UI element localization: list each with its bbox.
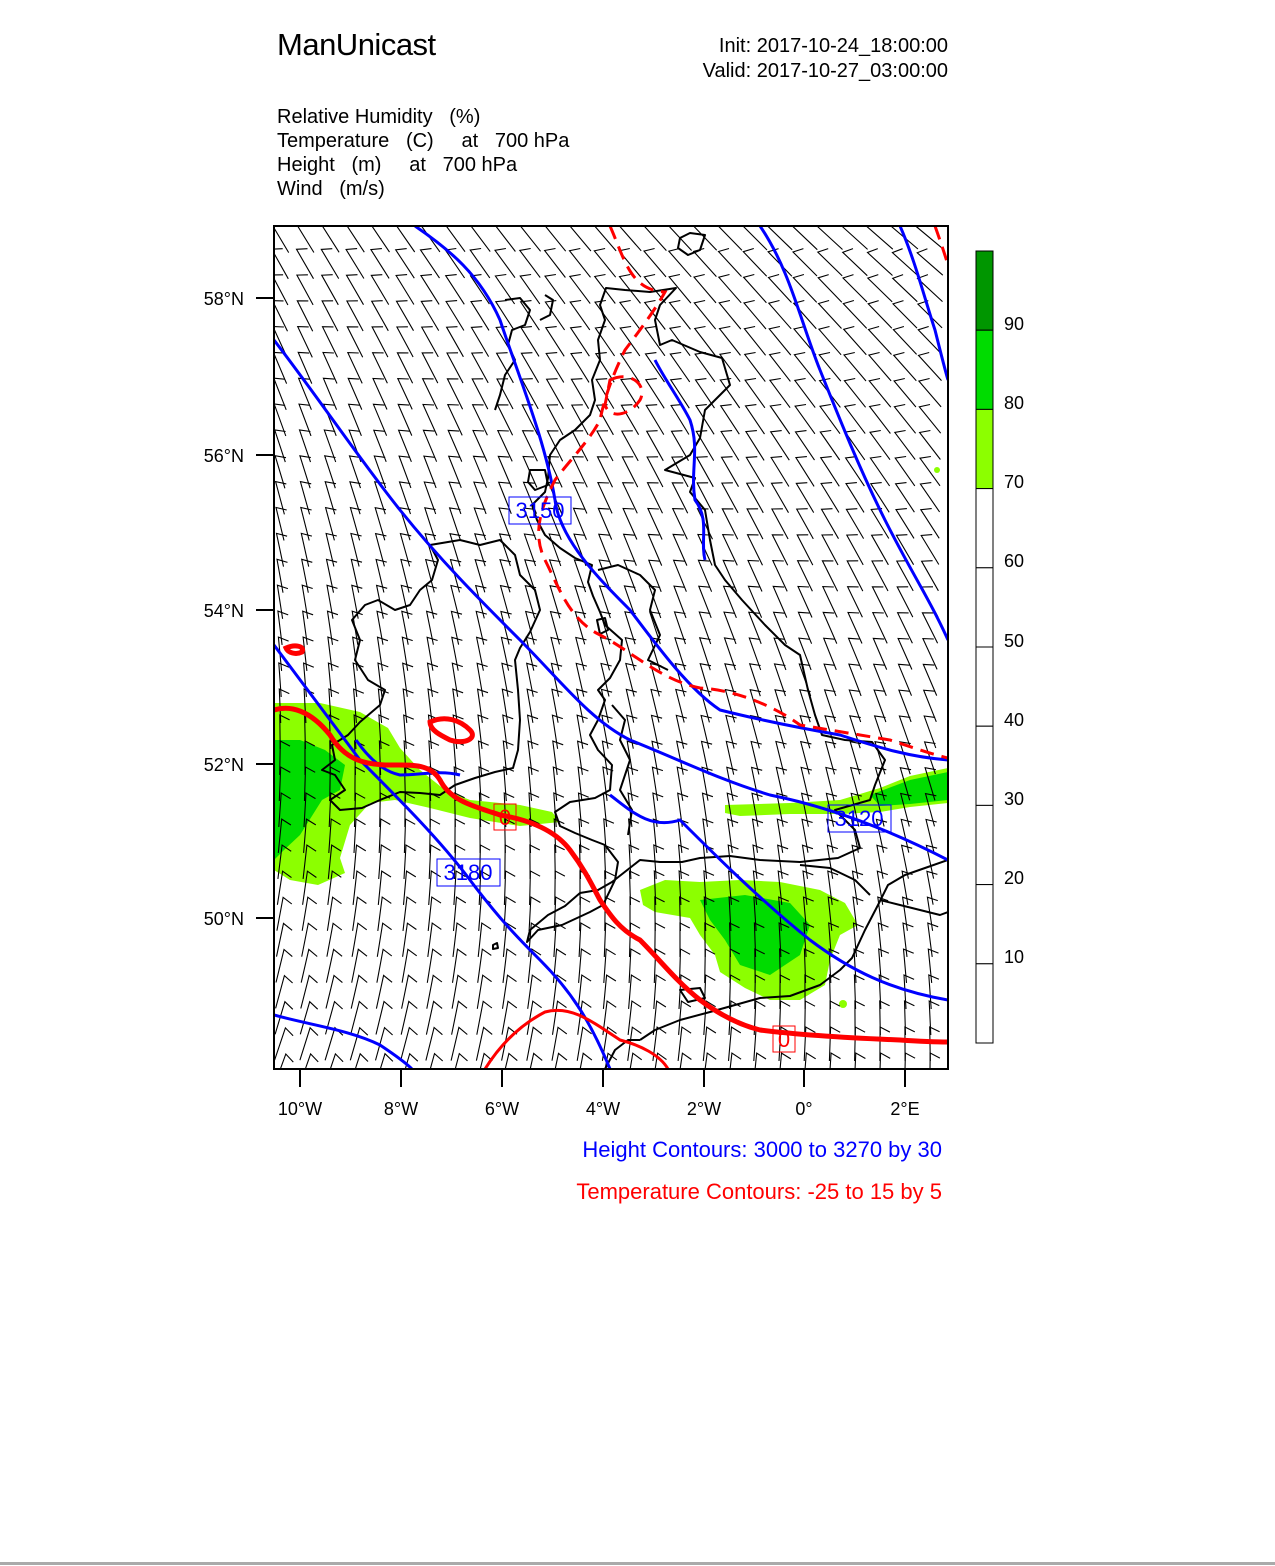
rh-spot (934, 467, 940, 473)
wind-barb (921, 535, 939, 565)
wind-barb (896, 483, 915, 513)
wind-barb (646, 405, 664, 435)
wind-barb (843, 275, 867, 302)
longitude-labels (278, 1099, 920, 1119)
wind-barb (421, 301, 438, 331)
wind-barb (547, 379, 564, 409)
wind-barb (843, 301, 866, 329)
wind-barb (671, 405, 689, 435)
colorbar-label: 50 (1004, 631, 1025, 651)
wind-barb (453, 949, 467, 983)
wind-barb (279, 663, 289, 697)
wind-barb (646, 353, 665, 383)
wind-barb (904, 949, 914, 983)
colorbar-box (976, 647, 993, 726)
wind-barb (377, 923, 391, 957)
wind-barb (302, 923, 317, 956)
colorbar-box (976, 964, 993, 1043)
wind-barb (744, 327, 765, 356)
wind-barb (669, 249, 691, 277)
wind-barb (820, 431, 839, 461)
field-relative-humidity: Relative Humidity (%) (277, 106, 481, 128)
wind-barb (744, 301, 766, 330)
field-temperature: Temperature (C) at 700 hPa (277, 130, 570, 152)
wind-barb (746, 431, 764, 461)
wind-barb (894, 353, 917, 381)
wind-barb (694, 249, 717, 277)
wind-barb (552, 1027, 567, 1060)
wind-barb (594, 249, 615, 278)
wind-barb (893, 275, 918, 302)
wind-barb (843, 249, 868, 276)
wind-barb (327, 923, 342, 956)
wind-barb (545, 275, 565, 304)
wind-barb (719, 301, 741, 330)
colorbar-box (976, 409, 993, 488)
wind-barb (571, 327, 590, 357)
wind-barb (928, 949, 938, 983)
wind-barb (770, 405, 789, 435)
wind-barb (603, 975, 616, 1009)
colorbar-label: 30 (1004, 789, 1025, 809)
wind-barb (604, 819, 614, 853)
wind-barb (396, 249, 415, 279)
colorbar-box (976, 885, 993, 964)
wind-barb (694, 275, 716, 303)
wind-barb (769, 301, 791, 329)
wind-barb (503, 949, 516, 983)
wind-barb (846, 483, 864, 513)
colorbar-label: 90 (1004, 314, 1025, 334)
wind-barb (793, 275, 816, 303)
wind-barb (553, 1001, 567, 1035)
lon-label: 8°W (383, 1099, 419, 1119)
wind-barb (321, 223, 339, 253)
wind-barb (796, 457, 814, 487)
height-contour-info: Height Contours: 3000 to 3270 by 30 (582, 1137, 942, 1162)
wind-barb (570, 249, 591, 278)
wind-barb (446, 301, 464, 331)
lon-label: 10°W (277, 1099, 323, 1119)
colorbar-box (976, 489, 993, 568)
wind-barb (744, 275, 767, 303)
lon-label: 0° (795, 1099, 813, 1119)
wind-barb (502, 1001, 517, 1034)
wind-barb (396, 275, 414, 305)
wind-barb (595, 301, 615, 330)
temperature-contour-0-blob1 (430, 719, 472, 742)
wind-barb (819, 301, 842, 329)
wind-barb (745, 353, 766, 382)
wind-barb (476, 1027, 492, 1060)
valid-time: Valid: 2017-10-27_03:00:00 (702, 60, 948, 82)
wind-barb (447, 327, 464, 357)
rh-spot (839, 1000, 847, 1008)
wind-barb (845, 405, 865, 434)
wind-barb (869, 379, 891, 408)
colorbar-label: 20 (1004, 868, 1025, 888)
wind-barb (429, 871, 441, 905)
wind-barb (729, 1027, 741, 1061)
wind-barb (346, 249, 364, 279)
wind-barb (277, 897, 292, 930)
wind-barb (454, 741, 464, 775)
colorbar-label: 40 (1004, 710, 1025, 730)
wind-barb (719, 249, 742, 277)
wind-barb (527, 1027, 542, 1060)
wind-barb (296, 223, 314, 253)
wind-barb (402, 949, 417, 982)
wind-barb (479, 741, 489, 775)
wind-barb (822, 509, 839, 539)
colorbar (976, 251, 1024, 1043)
wind-barb (454, 897, 466, 931)
wind-barb (795, 379, 815, 408)
wind-barb (427, 949, 441, 983)
wind-barb (300, 1002, 317, 1035)
wind-barb (743, 249, 766, 277)
wind-barb (644, 249, 666, 277)
wind-barb (868, 301, 892, 329)
init-time: Init: 2017-10-24_18:00:00 (718, 35, 948, 57)
wind-barb (894, 379, 916, 408)
colorbar-box (976, 330, 993, 409)
height-label-3180 (437, 859, 500, 886)
colorbar-label: 10 (1004, 947, 1025, 967)
wind-barb (629, 975, 641, 1009)
wind-barb (720, 327, 741, 356)
lon-label: 6°W (484, 1099, 520, 1119)
coastline-scilly (493, 943, 498, 949)
wind-barb (869, 353, 891, 381)
wind-barb (325, 1028, 343, 1061)
wind-barb (645, 327, 665, 356)
colorbar-box (976, 726, 993, 805)
lat-label: 56°N (203, 446, 244, 466)
wind-barb (326, 949, 342, 982)
wind-barb (479, 767, 489, 801)
wind-barb (895, 431, 915, 460)
wind-barb (922, 561, 939, 591)
wind-barb (821, 483, 839, 513)
wind-barb (378, 871, 391, 905)
temperature-label-text: 0 (777, 1027, 791, 1052)
colorbar-box (976, 568, 993, 647)
lon-label: 4°W (585, 1099, 621, 1119)
wind-barb (471, 327, 488, 357)
height-contour-3060-east (900, 226, 948, 380)
wind-barb (546, 327, 564, 357)
wind-barb (520, 249, 540, 278)
wind-barb (353, 897, 367, 931)
wind-barb (579, 793, 589, 827)
wind-barb (328, 663, 338, 697)
field-wind: Wind (m/s) (277, 178, 385, 200)
colorbar-box (976, 805, 993, 884)
wind-barb (404, 715, 414, 749)
wind-barb (896, 509, 914, 539)
wind-barb (570, 275, 590, 304)
field-height: Height (m) at 700 hPa (277, 154, 518, 176)
wind-barb (821, 457, 840, 487)
wind-barb (376, 975, 392, 1008)
wind-barb (920, 483, 939, 512)
wind-barb (521, 327, 539, 357)
wind-barb (796, 431, 815, 461)
wind-barb (870, 405, 891, 434)
wind-barb (371, 275, 388, 305)
wind-barb (346, 223, 365, 253)
lat-label: 54°N (203, 601, 244, 621)
wind-barb (846, 509, 863, 539)
wind-barb (604, 949, 616, 983)
wind-barb (818, 275, 842, 303)
wind-barb (275, 1028, 294, 1060)
wind-barb (570, 301, 590, 330)
wind-barb (703, 1027, 716, 1061)
wind-barb (371, 249, 389, 279)
wind-barb (868, 249, 893, 276)
wind-barb (844, 379, 865, 408)
wind-barb (903, 923, 913, 957)
wind-barb (818, 249, 842, 276)
wind-barb (647, 431, 664, 461)
wind-barb (870, 431, 890, 460)
page-bottom-border (0, 1562, 1275, 1565)
wind-barb (746, 405, 765, 435)
wind-barb (793, 249, 817, 276)
lon-label: 2°E (890, 1099, 920, 1119)
wind-barb (302, 897, 317, 931)
wind-barb (645, 301, 666, 330)
wind-barb (477, 1001, 492, 1034)
wind-barb (746, 457, 763, 487)
colorbar-label: 60 (1004, 551, 1025, 571)
wind-barb (453, 923, 466, 957)
wind-barb (621, 405, 638, 435)
wind-barb (452, 1001, 467, 1034)
wind-barb (471, 301, 489, 331)
wind-barb (554, 923, 566, 957)
wind-barb (426, 1001, 442, 1034)
wind-barb (796, 483, 813, 513)
latitude-labels (204, 289, 244, 929)
wind-barb (402, 975, 417, 1008)
wind-barb (878, 923, 888, 957)
wind-barb (495, 249, 515, 278)
wind-barbs (271, 223, 943, 1088)
lat-label: 58°N (203, 289, 244, 309)
wind-barb (452, 975, 467, 1008)
height-label-3150 (509, 497, 571, 524)
wind-barb (772, 483, 789, 513)
wind-barb (403, 923, 417, 957)
wind-barb (868, 275, 892, 302)
wind-barb (770, 379, 790, 408)
wind-barb (521, 353, 538, 383)
wind-barb (553, 767, 563, 801)
wind-barb (478, 949, 492, 983)
wind-barb (919, 405, 940, 434)
wind-barb (771, 457, 789, 487)
wind-barb (520, 275, 540, 304)
wind-barb (528, 975, 542, 1009)
wind-barb (353, 663, 363, 697)
wind-barb (421, 275, 439, 305)
wind-barb (670, 353, 689, 382)
wind-barb (646, 379, 664, 409)
wind-barb (870, 457, 889, 487)
wind-barb (794, 353, 815, 382)
wind-barb (894, 405, 915, 434)
colorbar-label: 70 (1004, 472, 1025, 492)
temperature-contour-0-blob2 (286, 646, 303, 653)
wind-barb (628, 1001, 641, 1035)
wind-barb (403, 689, 413, 723)
lon-label: 2°W (686, 1099, 722, 1119)
wind-barb (503, 975, 517, 1009)
wind-barb (379, 845, 391, 879)
wind-barb (745, 379, 765, 408)
wind-barb (578, 975, 591, 1009)
wind-barb (477, 975, 491, 1009)
coastline-hebrides-2 (540, 295, 553, 320)
colorbar-box (976, 251, 993, 330)
wind-barb (895, 457, 915, 486)
wind-barb (795, 405, 815, 434)
wind-barb (427, 975, 442, 1008)
wind-barb (929, 975, 939, 1009)
wind-barb (277, 923, 293, 956)
model-title: ManUnicast (277, 27, 436, 62)
wind-barb (403, 897, 416, 931)
wind-barb (571, 379, 588, 409)
temperature-label-text: 0 (498, 805, 512, 830)
wind-barb (354, 845, 366, 879)
wind-barb (844, 327, 867, 355)
temperature-contour-minus5-east (935, 226, 948, 265)
wind-barb (378, 897, 392, 931)
wind-barb (504, 767, 514, 801)
wind-barb (721, 431, 739, 461)
wind-barb (353, 871, 366, 905)
height-label-text: 3150 (515, 498, 565, 523)
wind-barb (694, 301, 715, 330)
wind-barb (771, 431, 790, 461)
latitude-axis (256, 298, 274, 918)
wind-barb (695, 353, 715, 382)
lat-label: 52°N (203, 755, 244, 775)
wind-barb (404, 871, 416, 905)
wind-barb (446, 275, 465, 305)
wind-barb (879, 949, 889, 983)
wind-barb (919, 353, 942, 381)
wind-barb (844, 353, 866, 382)
coastline-orkney (678, 233, 705, 255)
wind-barb (620, 301, 640, 330)
wind-barb (719, 275, 741, 303)
colorbar-labels (1004, 314, 1024, 967)
height-label-3120 (828, 805, 891, 832)
wind-barb (352, 923, 367, 957)
wind-barb (300, 1028, 318, 1060)
wind-barb (297, 249, 314, 279)
wind-barb (397, 301, 414, 331)
wind-barb (421, 249, 440, 279)
wind-barb (577, 1027, 591, 1061)
wind-barb (893, 327, 916, 355)
wind-barb (428, 897, 441, 931)
wind-barb (597, 405, 614, 435)
wind-barb (377, 949, 392, 982)
wind-barb (352, 949, 367, 982)
wind-barb (327, 897, 341, 931)
wind-barb (478, 923, 491, 957)
wind-barb (428, 923, 442, 957)
wind-barb (770, 353, 791, 382)
lat-label: 50°N (203, 909, 244, 929)
wind-barb (654, 975, 666, 1009)
wind-barb (721, 405, 740, 435)
colorbar-label: 80 (1004, 393, 1025, 413)
wind-barb (769, 327, 791, 356)
wind-barb (350, 1028, 368, 1061)
longitude-axis (300, 1069, 905, 1087)
wind-barb (321, 249, 338, 279)
wind-barb (678, 1027, 691, 1061)
colorbar-boxes (976, 251, 993, 1043)
wind-barb (546, 353, 564, 383)
wind-barb (571, 353, 589, 383)
height-label-text: 3180 (443, 860, 493, 885)
wind-barb (470, 249, 490, 278)
wind-barb (529, 767, 539, 801)
temperature-contour-info: Temperature Contours: -25 to 15 by 5 (576, 1179, 942, 1204)
wind-barb (670, 301, 691, 330)
wind-barb (872, 535, 889, 565)
wind-barb (921, 509, 939, 539)
wind-barb (371, 223, 390, 253)
wind-barb (869, 327, 892, 355)
wind-barb (672, 431, 689, 461)
wind-barb (578, 767, 588, 801)
wind-barb (854, 949, 864, 983)
wind-barb (917, 249, 943, 276)
height-label-text: 3120 (834, 806, 884, 831)
wind-barb (920, 431, 941, 460)
wind-barb (819, 327, 841, 355)
wind-barb (722, 457, 739, 487)
wind-barb (720, 353, 740, 382)
wind-barb (919, 379, 941, 407)
wind-barb (893, 301, 917, 329)
wind-barb (545, 249, 566, 278)
wind-barb (528, 741, 538, 775)
wind-barb (347, 275, 364, 305)
wind-barb (696, 431, 713, 461)
wind-barb (653, 819, 663, 853)
wind-barb (579, 949, 591, 983)
coastline-benelux (880, 900, 948, 915)
